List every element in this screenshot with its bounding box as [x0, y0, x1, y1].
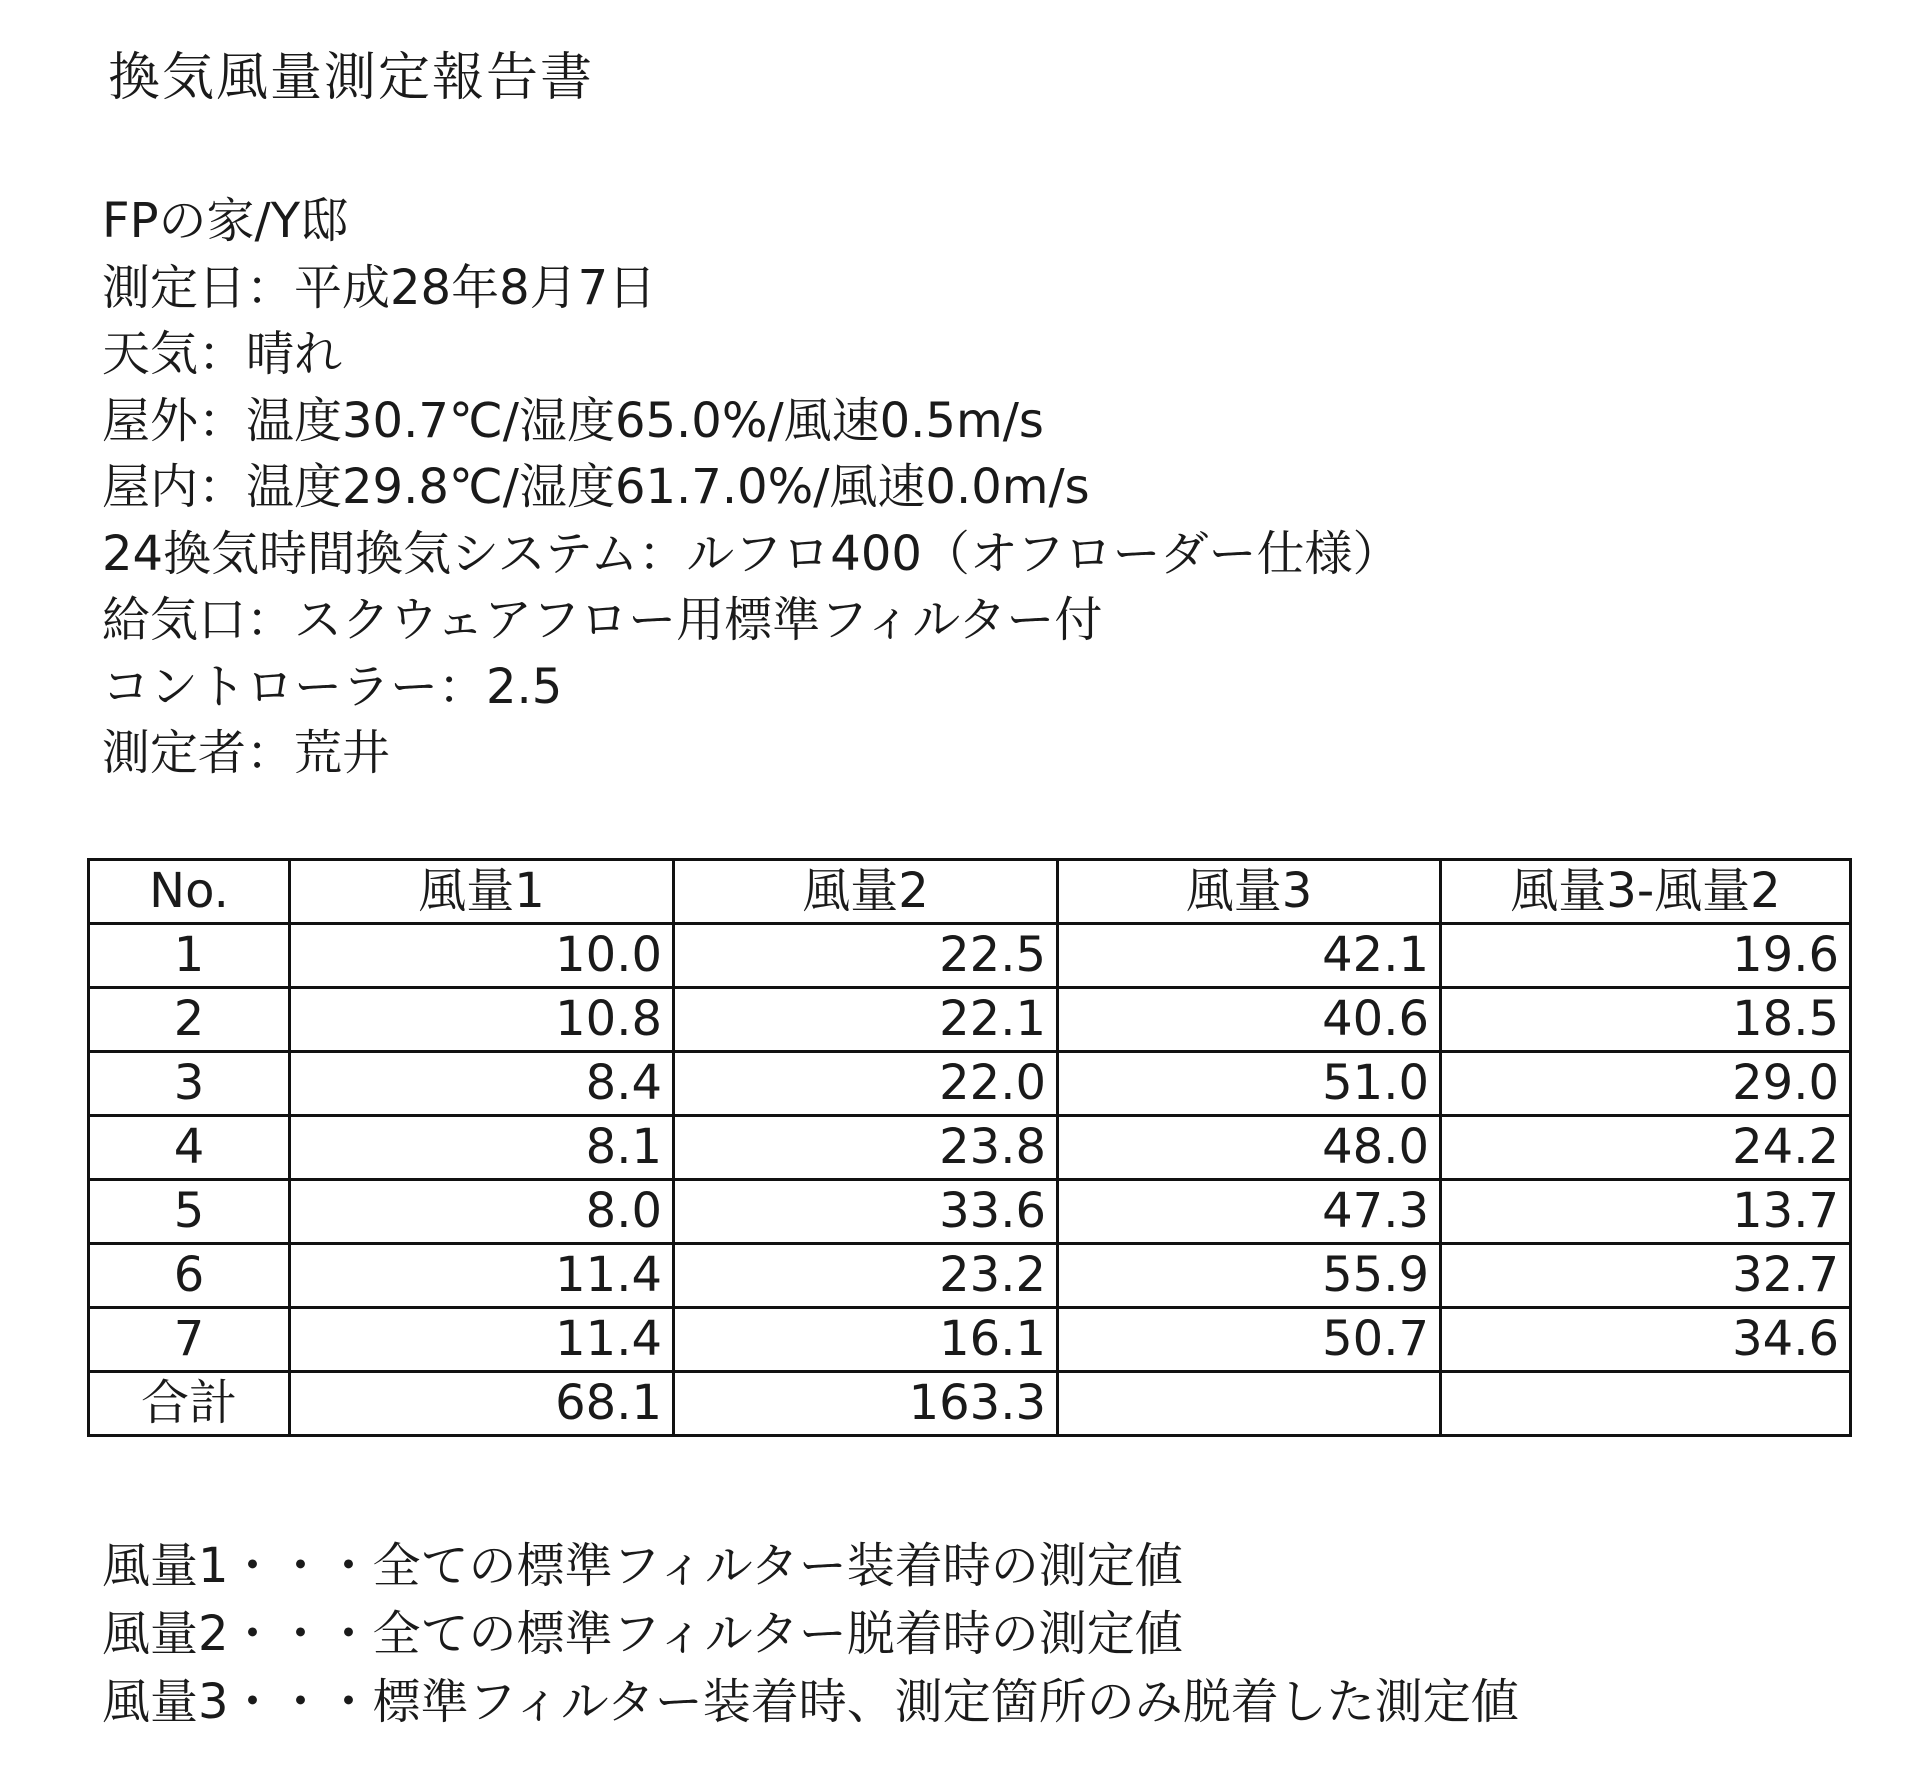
table-header-row	[89, 860, 1851, 924]
cell-airflow-2: 33.6	[674, 1180, 1058, 1244]
header-airflow-3: 風量3	[1058, 860, 1441, 924]
report-info	[102, 188, 1400, 787]
cell-airflow-diff: 29.0	[1441, 1052, 1851, 1116]
table-row	[89, 1052, 1851, 1116]
cell-airflow-2: 23.8	[674, 1116, 1058, 1180]
cell-no: 3	[89, 1052, 290, 1116]
table-row	[89, 1308, 1851, 1372]
cell-airflow-1: 10.8	[290, 988, 674, 1052]
cell-airflow-2: 22.5	[674, 924, 1058, 988]
cell-airflow-3: 48.0	[1058, 1116, 1441, 1180]
note-airflow-2: 風量2・・・全ての標準フィルター脱着時の測定値	[102, 1606, 1183, 1662]
total-airflow-1: 68.1	[290, 1372, 674, 1436]
cell-airflow-3: 50.7	[1058, 1308, 1441, 1372]
info-house: FPの家/Y邸	[102, 193, 349, 249]
report-title: 換気風量測定報告書	[108, 48, 595, 108]
table-row	[89, 924, 1851, 988]
cell-airflow-1: 8.1	[290, 1116, 674, 1180]
total-airflow-3	[1058, 1372, 1441, 1436]
cell-airflow-1: 8.4	[290, 1052, 674, 1116]
table-row	[89, 1180, 1851, 1244]
cell-airflow-3: 51.0	[1058, 1052, 1441, 1116]
info-outdoor: 屋外：温度30.7℃/湿度65.0%/風速0.5m/s	[102, 392, 1044, 449]
cell-airflow-1: 11.4	[290, 1244, 674, 1308]
cell-no: 4	[89, 1116, 290, 1180]
total-airflow-diff	[1441, 1372, 1851, 1436]
table-row	[89, 1244, 1851, 1308]
table-row	[89, 1116, 1851, 1180]
cell-airflow-2: 22.0	[674, 1052, 1058, 1116]
info-indoor: 屋内：温度29.8℃/湿度61.7.0%/風速0.0m/s	[102, 459, 1090, 515]
cell-no: 1	[89, 924, 290, 988]
cell-airflow-diff: 18.5	[1441, 988, 1851, 1052]
header-airflow-2: 風量2	[674, 860, 1058, 924]
cell-airflow-3: 55.9	[1058, 1244, 1441, 1308]
info-date: 測定日：平成28年8月7日	[102, 259, 657, 316]
cell-airflow-3: 47.3	[1058, 1180, 1441, 1244]
cell-airflow-diff: 34.6	[1441, 1308, 1851, 1372]
cell-airflow-diff: 13.7	[1441, 1180, 1851, 1244]
cell-airflow-1: 8.0	[290, 1180, 674, 1244]
table-total-row	[89, 1372, 1851, 1436]
header-airflow-diff: 風量3-風量2	[1441, 860, 1851, 924]
cell-airflow-diff: 19.6	[1441, 924, 1851, 988]
cell-airflow-2: 23.2	[674, 1244, 1058, 1308]
cell-airflow-3: 40.6	[1058, 988, 1441, 1052]
info-weather: 天気：晴れ	[102, 326, 343, 382]
header-airflow-1: 風量1	[290, 860, 674, 924]
cell-no: 6	[89, 1244, 290, 1308]
cell-airflow-3: 42.1	[1058, 924, 1441, 988]
cell-no: 2	[89, 988, 290, 1052]
note-airflow-3: 風量3・・・標準フィルター装着時、測定箇所のみ脱着した測定値	[102, 1674, 1519, 1730]
cell-airflow-diff: 24.2	[1441, 1116, 1851, 1180]
total-label: 合計	[89, 1372, 290, 1436]
info-measurer: 測定者：荒井	[102, 725, 391, 781]
info-supply-port: 給気口：スクウェアフロー用標準フィルター付	[102, 592, 1103, 648]
info-controller: コントローラー：2.5	[102, 658, 563, 715]
cell-no: 7	[89, 1308, 290, 1372]
cell-airflow-2: 16.1	[674, 1308, 1058, 1372]
total-airflow-2: 163.3	[674, 1372, 1058, 1436]
cell-no: 5	[89, 1180, 290, 1244]
cell-airflow-diff: 32.7	[1441, 1244, 1851, 1308]
table-row	[89, 988, 1851, 1052]
cell-airflow-2: 22.1	[674, 988, 1058, 1052]
cell-airflow-1: 10.0	[290, 924, 674, 988]
header-no: No.	[89, 860, 290, 924]
airflow-table	[87, 858, 1852, 1437]
legend-notes	[102, 1532, 1519, 1736]
cell-airflow-1: 11.4	[290, 1308, 674, 1372]
info-system: 24換気時間換気システム：ルフロ400（オフローダー仕様）	[102, 525, 1401, 582]
note-airflow-1: 風量1・・・全ての標準フィルター装着時の測定値	[102, 1538, 1183, 1594]
